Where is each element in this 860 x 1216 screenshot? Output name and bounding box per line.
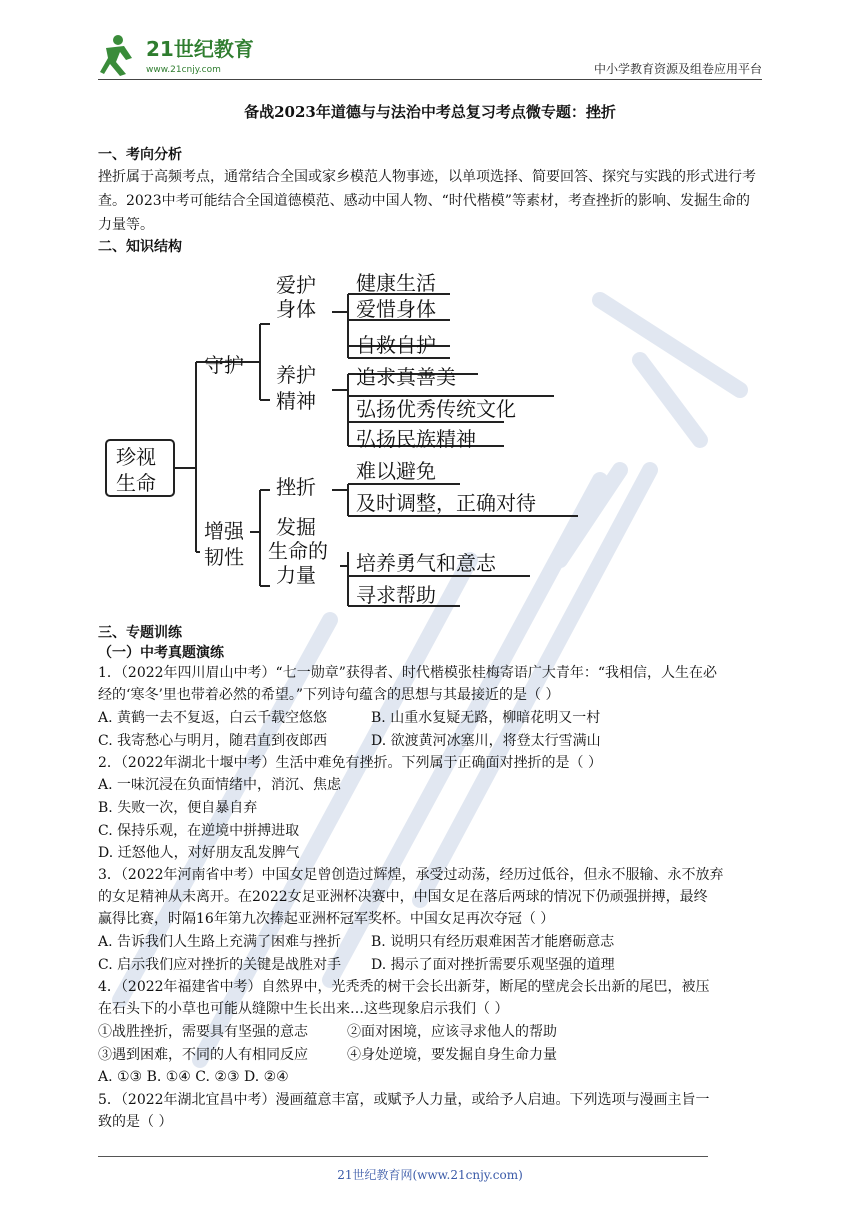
- branch1-sub1-item-1: 健康生活: [356, 271, 436, 295]
- q2-option-d: D. 迁怒他人，对好朋友乱发脾气: [98, 845, 300, 861]
- q3-option-c: C. 启示我们应对挫折的关键是战胜对手: [98, 957, 342, 973]
- branch1-sub1-line2: 身体: [276, 297, 316, 321]
- branch2-sub1-item-1: 难以避免: [356, 459, 436, 483]
- branch1-node: 守护: [204, 353, 244, 377]
- branch2-sub1-node: 挫折: [276, 475, 316, 499]
- section3-heading: 三、专题训练: [98, 625, 182, 641]
- section1-paragraph: [98, 165, 762, 237]
- header-divider: [98, 79, 762, 80]
- q4-line2: 在石头下的小草也可能从缝隙中生长出来…这些现象启示我们（ ）: [98, 1001, 509, 1017]
- root-node-line1: 珍视: [116, 445, 156, 469]
- branch2-sub2-line3: 力量: [276, 563, 316, 587]
- knowledge-structure-diagram: [100, 262, 600, 618]
- q5-line2: 致的是（ ）: [98, 1114, 173, 1130]
- q5-line1: 5．（2022年湖北宜昌中考）漫画蕴意丰富，或赋予人力量，或给予人启迪。下列选项与漫画主旨一: [98, 1092, 710, 1108]
- q1-line1: 1．（2022年四川眉山中考）“七一勋章”获得者、时代楷模张桂梅寄语广大青年：“我相信，人生在必: [98, 665, 718, 681]
- q1-line2: 经的‘寒冬’里也带着必然的希望。”下列诗句蕴含的思想与其最接近的是（ ）: [98, 687, 560, 703]
- logo-url: www.21cnjy.com: [146, 65, 221, 75]
- q2-option-c: C. 保持乐观，在逆境中拼搏进取: [98, 823, 300, 839]
- q1-option-b: B. 山重水复疑无路，柳暗花明又一村: [371, 710, 601, 726]
- section2-heading: 二、知识结构: [98, 239, 182, 255]
- q4-statement-3: ③遇到困难，不同的人有相同反应: [98, 1047, 308, 1063]
- branch2-sub2-item-1: 培养勇气和意志: [356, 551, 496, 575]
- branch1-sub1-item-2: 爱惜身体: [356, 297, 436, 321]
- branch2-sub2-line2: 生命的: [268, 539, 328, 563]
- branch1-sub1-line1: 爱护: [276, 273, 316, 297]
- branch1-sub2-item-1: 追求真善美: [356, 365, 456, 389]
- q3-option-b: B. 说明只有经历艰难困苦才能磨砺意志: [371, 934, 615, 950]
- q3-line2: 的女足精神从未离开。在2022女足亚洲杯决赛中，中国女足在落后两球的情况下仍顽强拼搏，最终: [98, 889, 708, 905]
- q2-option-b: B. 失败一次，便自暴自弃: [98, 800, 258, 816]
- site-logo: [98, 30, 268, 80]
- branch2-sub2-line1: 发掘: [276, 515, 316, 539]
- platform-name: 中小学教育资源及组卷应用平台: [593, 62, 762, 76]
- branch2-node-line1: 增强: [204, 519, 244, 543]
- q3-line1: 3．（2022年河南省中考）中国女足曾创造过辉煌，承受过动荡，经历过低谷，但永不服输、永不放弃: [98, 867, 724, 883]
- section1-para2: 2023中考可能结合全国道德模范、感动中国人物、“时代楷模”等素材，考查挫折的影响、发掘生命的力量等。: [98, 193, 750, 233]
- branch1-sub2-item-3: 弘扬民族精神: [356, 427, 476, 451]
- q1-option-d: D. 欲渡黄河冰塞川，将登太行雪满山: [371, 733, 601, 749]
- q4-statement-4: ④身处逆境，要发掘自身生命力量: [347, 1047, 557, 1063]
- q2-line: 2．（2022年湖北十堰中考）生活中难免有挫折。下列属于正确面对挫折的是（ ）: [98, 755, 602, 771]
- branch1-sub1-item-3: 自救自护: [356, 333, 436, 357]
- branch2-node-line2: 韧性: [204, 545, 244, 569]
- q4-statement-2: ②面对困境，应该寻求他人的帮助: [347, 1024, 557, 1040]
- branch2-sub1-item-2: 及时调整，正确对待: [356, 491, 536, 515]
- branch1-sub2-item-2: 弘扬优秀传统文化: [356, 397, 516, 421]
- q4-statement-1: ①战胜挫折，需要具有坚强的意志: [98, 1024, 308, 1040]
- branch1-sub2-line1: 养护: [276, 363, 316, 387]
- q4-answers: A. ①③ B. ①④ C. ②③ D. ②④: [98, 1069, 289, 1085]
- footer-divider: [98, 1156, 708, 1157]
- section1-para1: 挫折属于高频考点，通常结合全国或家乡模范人物事迹，以单项选择、简要回答、探究与实践的形式进行考查。: [98, 169, 756, 209]
- section1-heading: 一、考向分析: [98, 147, 182, 163]
- section3-subheading: （一）中考真题演练: [98, 645, 224, 661]
- q1-option-a: A. 黄鹤一去不复返，白云千载空悠悠: [98, 710, 328, 726]
- logo-text: 21世纪教育: [146, 37, 254, 61]
- footer-link[interactable]: 21世纪教育网(www.21cnjy.com): [337, 1168, 523, 1182]
- branch1-sub2-line2: 精神: [276, 389, 316, 413]
- q1-option-c: C. 我寄愁心与明月，随君直到夜郎西: [98, 733, 328, 749]
- q3-option-d: D. 揭示了面对挫折需要乐观坚强的道理: [371, 957, 615, 973]
- q2-option-a: A. 一味沉浸在负面情绪中，消沉、焦虑: [98, 777, 342, 793]
- root-node-line2: 生命: [116, 471, 156, 495]
- page-title: 备战2023年道德与与法治中考总复习考点微专题：挫折: [244, 103, 616, 121]
- q3-option-a: A. 告诉我们人生路上充满了困难与挫折: [98, 934, 342, 950]
- q4-line1: 4．（2022年福建省中考）自然界中，光秃秃的树干会长出新芽，断尾的壁虎会长出新的尾巴，被压: [98, 979, 710, 995]
- q3-line3: 赢得比赛，时隔16年第九次捧起亚洲杯冠军奖杯。中国女足再次夺冠（ ）: [98, 911, 555, 927]
- branch2-sub2-item-2: 寻求帮助: [356, 583, 436, 607]
